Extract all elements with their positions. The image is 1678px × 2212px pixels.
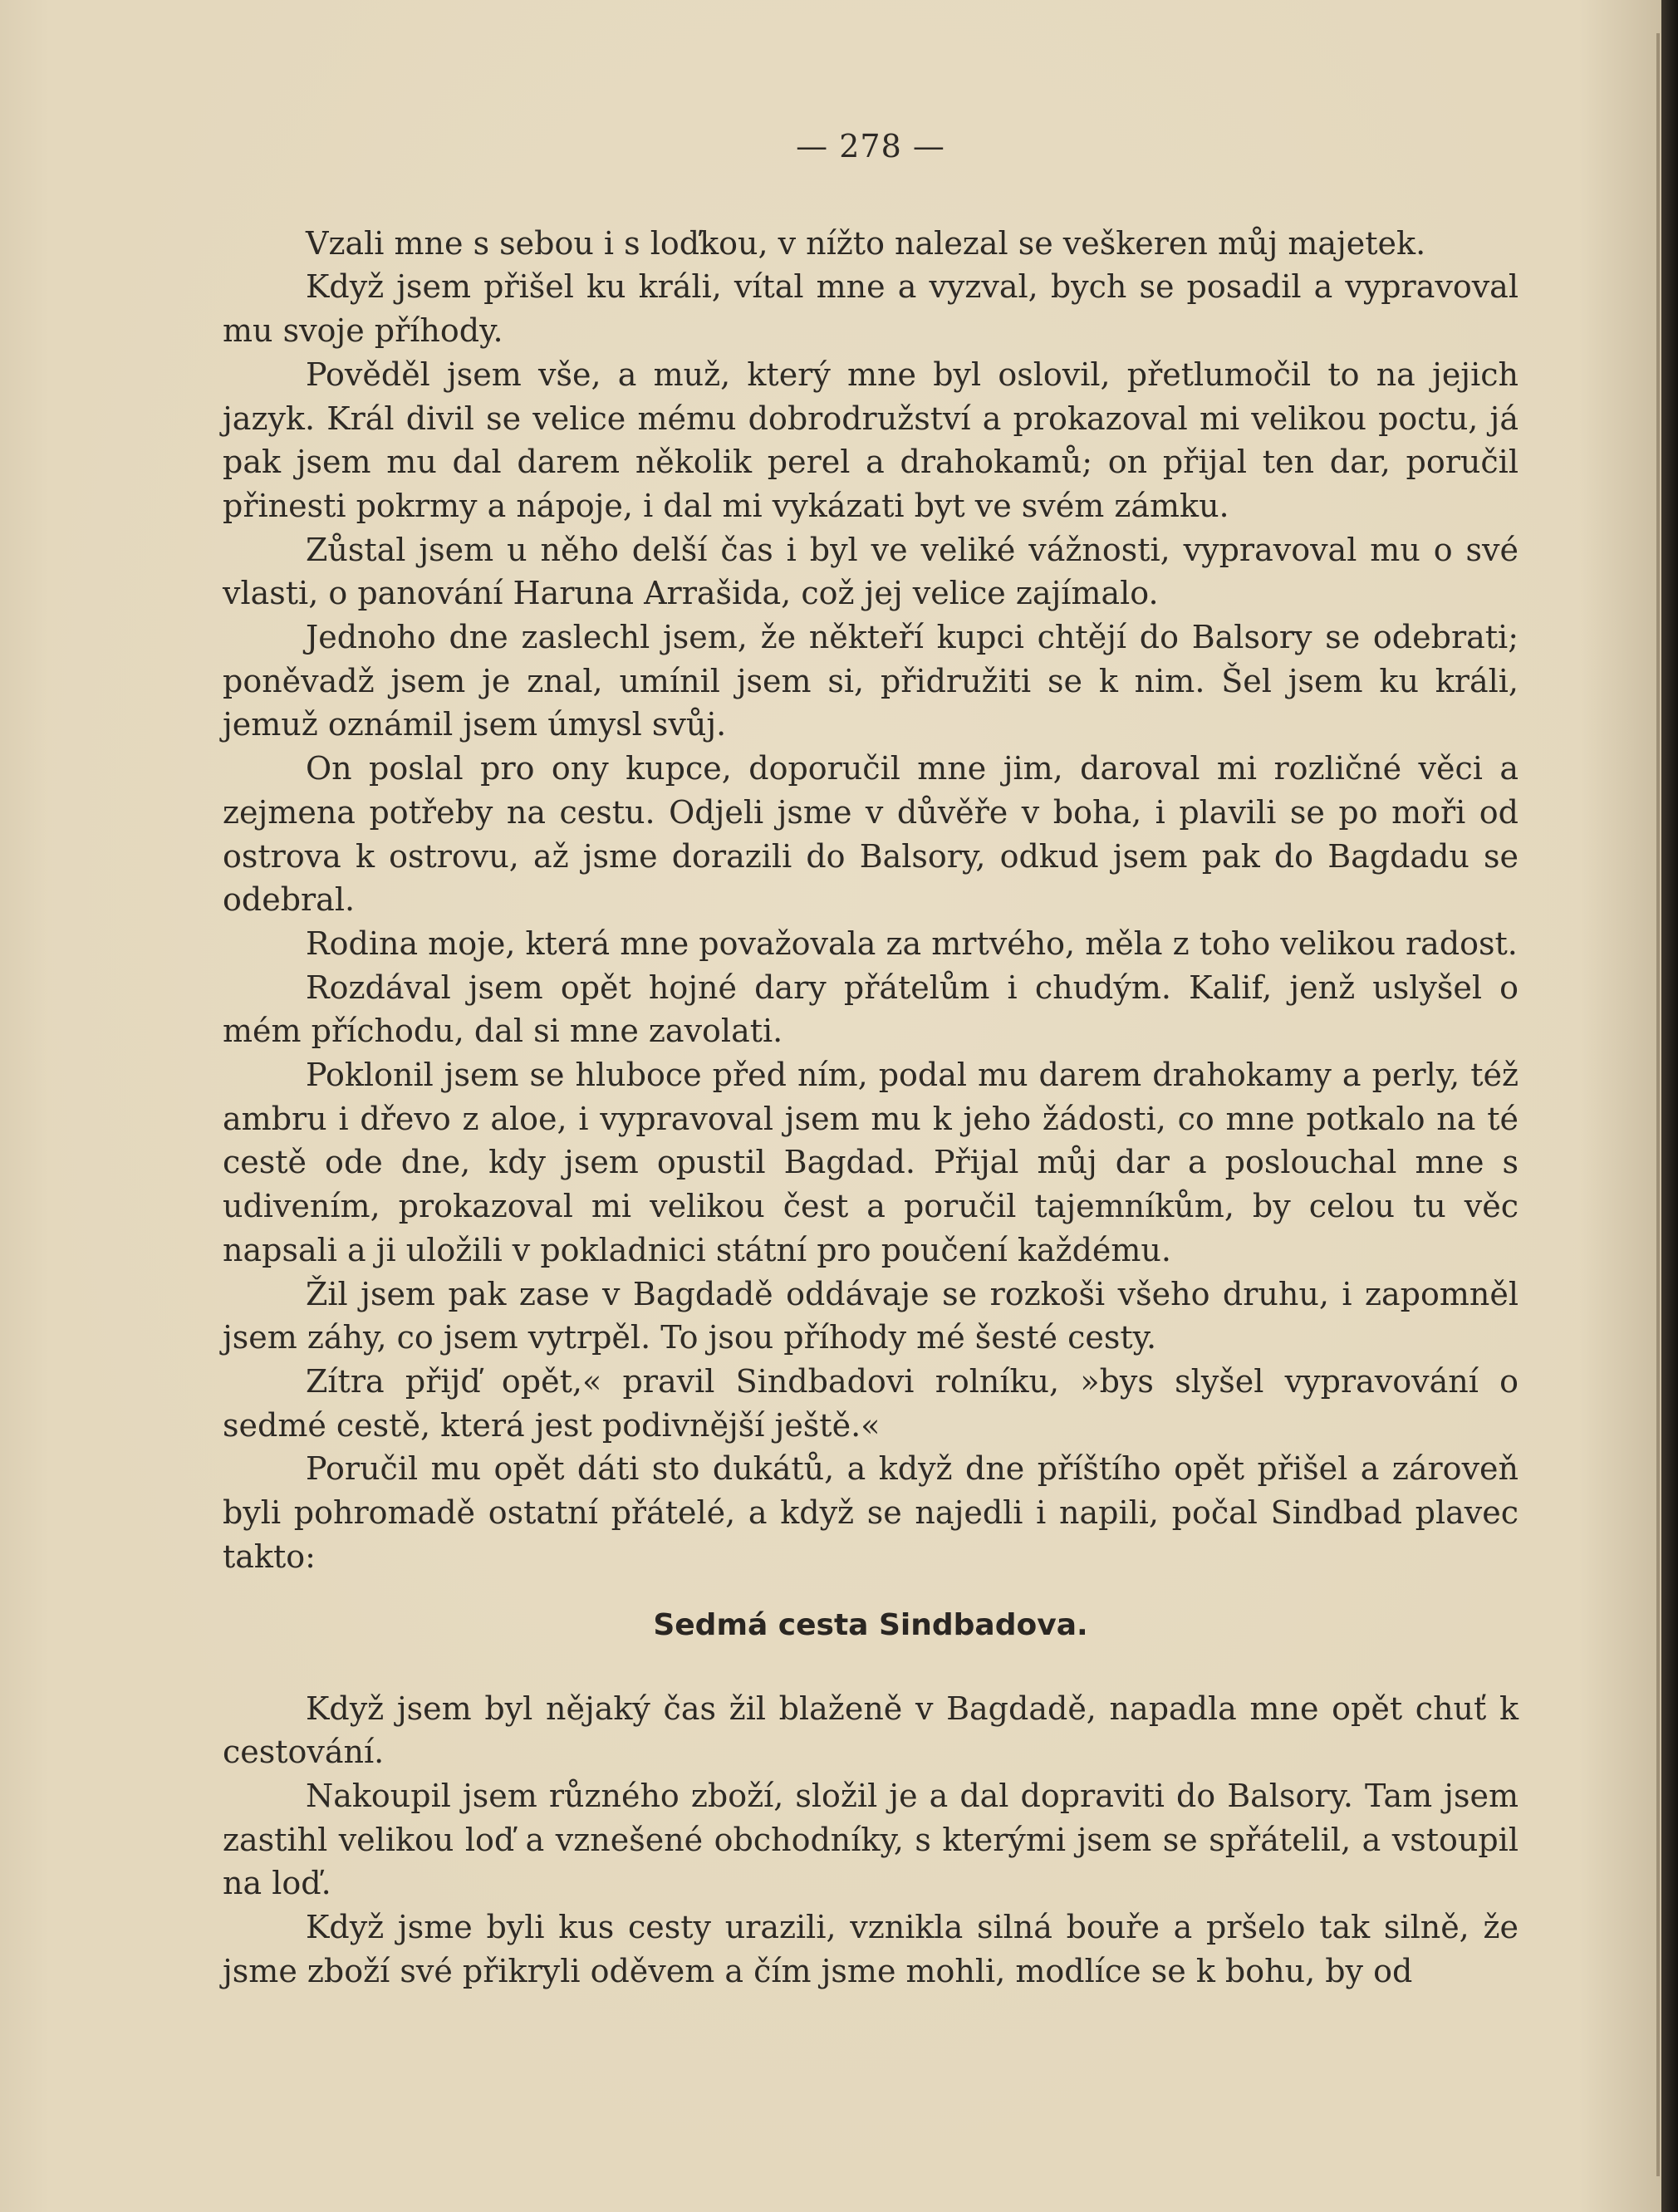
paragraph: Zítra přijď opět,« pravil Sindbadovi rolníku, »bys slyšel vypravování o sedmé cestě, která jest podivnější ještě.« <box>223 1362 1519 1444</box>
binding-shadow <box>1656 33 1660 2176</box>
paragraph: Když jsem přišel ku králi, vítal mne a vyzval, bych se posadil a vypravoval mu svoje příhody. <box>223 268 1519 350</box>
chapter-heading: Sedmá cesta Sindbadova. <box>653 1607 1088 1642</box>
paragraph: Zůstal jsem u něho delší čas i byl ve veliké vážnosti, vypravoval mu o své vlasti, o panování Haruna Arrašida, což jej velice zajímalo. <box>223 531 1519 612</box>
paragraph: Vzali mne s sebou i s loďkou, v nížto nalezal se veškeren můj majetek. <box>306 224 1426 262</box>
paragraph: Poklonil jsem se hluboce před ním, podal mu darem drahokamy a perly, též ambru i dřevo z aloe, i vypravoval jsem mu k jeho žádosti, co mne potkalo na té cestě ode dne, kdy jsem opustil Bagdad. Přijal můj dar a poslouchal mne s udivením, prokazoval mi velikou čest a poručil tajemníkům, by celou tu věc napsali a ji uložili v pokladnici státní pro poučení každému. <box>223 1057 1519 1268</box>
paragraph: Žil jsem pak zase v Bagdadě oddávaje se rozkoši všeho druhu, i zapomněl jsem záhy, co jsem vytrpěl. To jsou příhody mé šesté cesty. <box>223 1275 1519 1356</box>
paragraph: Poručil mu opět dáti sto dukátů, a když dne příštího opět přišel a zároveň byli pohromadě ostatní přátelé, a když se najedli i napili, počal Sindbad plavec takto: <box>223 1450 1519 1575</box>
paragraph: Jednoho dne zaslechl jsem, že někteří kupci chtějí do Balsory se odebrati; poněvadž jsem je znal, umínil jsem si, přidružiti se k nim. Šel jsem ku králi, jemuž oznámil jsem úmysl svůj. <box>223 619 1519 743</box>
page-number: — 278 — <box>796 128 945 164</box>
paragraph: Rodina moje, která mne považovala za mrtvého, měla z toho velikou radost. <box>306 925 1518 962</box>
paragraph: Když jsme byli kus cesty urazili, vznikla silná bouře a pršelo tak silně, že jsme zboží své přikryli oděvem a čím jsme mohli, modlíce se k bohu, by od <box>223 1909 1519 1989</box>
text-block <box>223 125 1519 1993</box>
paragraph: Pověděl jsem vše, a muž, který mne byl oslovil, přetlumočil to na jejich jazyk. Král divil se velice mému dobrodružství a prokazoval mi velikou poctu, já pak jsem mu dal darem několik perel a drahokamů; on přijal ten dar, poručil přinesti pokrmy a nápoje, i dal mi vykázati byt ve svém zámku. <box>223 356 1519 524</box>
paragraph: Nakoupil jsem různého zboží, složil je a dal dopraviti do Balsory. Tam jsem zastihl velikou loď a vznešené obchodníky, s kterými jsem se spřátelil, a vstoupil na loď. <box>223 1777 1519 1902</box>
page-edge <box>1661 0 1678 2212</box>
paragraph: On poslal pro ony kupce, doporučil mne jim, daroval mi rozličné věci a zejmena potřeby na cestu. Odjeli jsme v důvěře v boha, i plavili se po moři od ostrova k ostrovu, až jsme dorazili do Balsory, odkud jsem pak do Bagdadu se odebral. <box>223 750 1519 919</box>
paragraph: Když jsem byl nějaký čas žil blaženě v Bagdadě, napadla mne opět chuť k cestování. <box>223 1690 1519 1771</box>
paragraph: Rozdával jsem opět hojné dary přátelům i chudým. Kalif, jenž uslyšel o mém příchodu, dal si mne zavolati. <box>223 969 1519 1050</box>
